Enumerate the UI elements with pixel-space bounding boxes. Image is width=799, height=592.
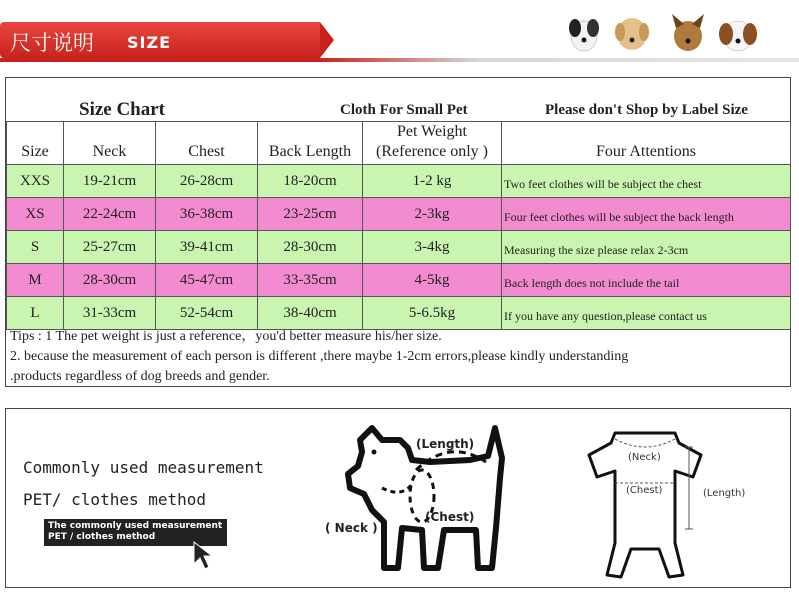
cell-chest: 39-41cm [156,231,258,264]
cell-back-length: 28-30cm [258,231,363,264]
chart-subtitle-left: Cloth For Small Pet [340,102,468,118]
cell-note: Back length does not include the tail [502,264,791,297]
cell-note: If you have any question,please contact us [502,297,791,330]
cell-neck: 31-33cm [64,297,156,330]
col-header-back-length: Back Length [258,122,363,165]
header-divider [0,58,799,62]
cell-weight: 4-5kg [363,264,502,297]
dog-3-icon [672,14,704,51]
shirt-diagram-icon [575,425,715,585]
cell-back-length: 18-20cm [258,165,363,198]
measurement-heading: Commonly used measurement [23,458,264,477]
cell-neck: 19-21cm [64,165,156,198]
cell-neck: 25-27cm [64,231,156,264]
table-row [7,198,791,231]
table-header-row [7,122,791,165]
header-banner [0,22,320,58]
col-header-pet-weight-line2: (Reference only ) [376,143,488,160]
caption-line-1: The commonly used measurement [48,521,223,531]
tips-text [10,327,785,387]
cell-size: L [7,297,64,330]
shirt-length-label: (Length) [703,488,746,499]
cell-weight: 3-4kg [363,231,502,264]
cell-size: XS [7,198,64,231]
col-header-neck: Neck [64,122,156,165]
dog-chest-label: (Chest) [425,510,475,524]
dog-2-icon [615,18,649,50]
banner-en-title: SIZE [127,33,172,52]
tips-line-1: Tips : 1 The pet weight is just a reference，you'd better measure his/her size. [10,329,442,344]
dog-1-icon [569,19,599,51]
table-row [7,297,791,330]
cell-weight: 2-3kg [363,198,502,231]
table-row [7,231,791,264]
cell-back-length: 33-35cm [258,264,363,297]
cell-size: M [7,264,64,297]
tips-line-2: 2. because the measurement of each person is different ,there maybe 1-2cm errors,please kindly understanding [10,349,629,364]
col-header-pet-weight [363,122,502,165]
cell-size: S [7,231,64,264]
chart-subtitle-right: Please don't Shop by Label Size [545,102,748,118]
cell-chest: 36-38cm [156,198,258,231]
measurement-subheading: PET/ clothes method [23,490,207,509]
cell-note: Two feet clothes will be subject the chest [502,165,791,198]
cell-note: Measuring the size please relax 2-3cm [502,231,791,264]
size-table [6,121,791,330]
col-header-four-attentions: Four Attentions [502,122,791,165]
cell-neck: 28-30cm [64,264,156,297]
dog-length-label: (Length) [416,437,475,451]
tips-line-3: .products regardless of dog breeds and gender. [10,369,270,384]
cell-chest: 45-47cm [156,264,258,297]
chart-title: Size Chart [79,99,166,120]
col-header-size: Size [7,122,64,165]
cell-chest: 26-28cm [156,165,258,198]
cell-weight: 5-6.5kg [363,297,502,330]
col-header-chest: Chest [156,122,258,165]
dog-4-icon [719,21,757,51]
shirt-chest-label: (Chest) [626,485,663,496]
cursor-arrow-icon [192,540,214,572]
dog-photos-icon [566,10,796,56]
cell-size: XXS [7,165,64,198]
caption-line-2: PET / clothes method [48,532,156,542]
banner-cn-title: 尺寸说明 [10,31,94,55]
cell-neck: 22-24cm [64,198,156,231]
col-header-pet-weight-line1: Pet Weight [397,123,467,140]
dog-neck-label: ( Neck ) [325,521,378,535]
cell-back-length: 23-25cm [258,198,363,231]
cell-back-length: 38-40cm [258,297,363,330]
cell-chest: 52-54cm [156,297,258,330]
table-row [7,264,791,297]
table-row [7,165,791,198]
cell-weight: 1-2 kg [363,165,502,198]
shirt-neck-label: (Neck) [628,452,661,463]
cell-note: Four feet clothes will be subject the back length [502,198,791,231]
